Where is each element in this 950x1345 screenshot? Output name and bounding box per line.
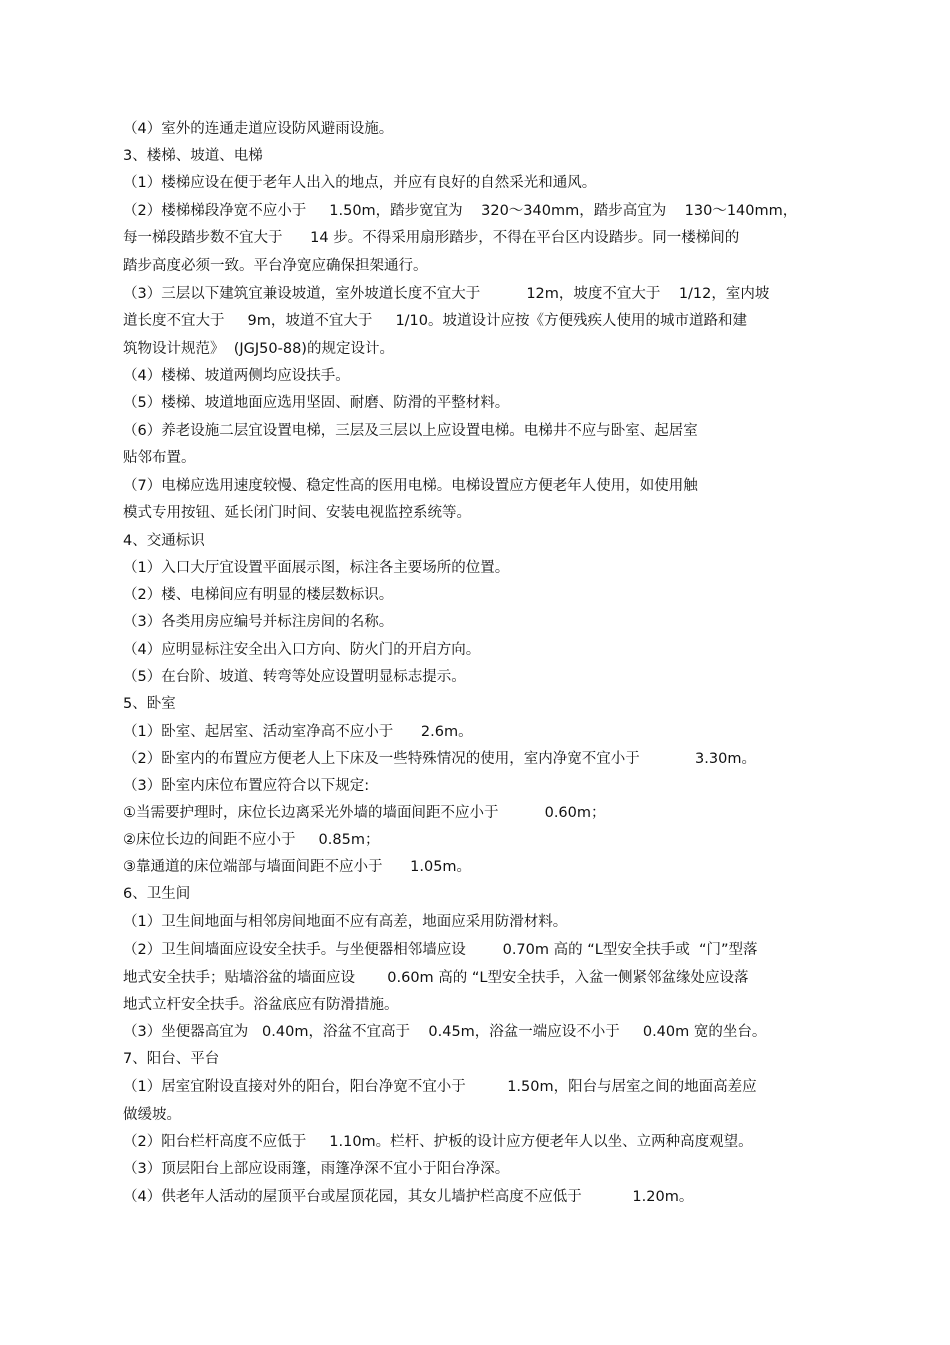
text-line: （2）楼、电梯间应有明显的楼层数标识。 [123,587,394,603]
text-line: 模式专用按钮、延长闭门时间、安装电视监控系统等。 [123,505,471,521]
section-heading: 6、卫生间 [123,886,191,902]
text-line: （2）阳台栏杆高度不应低于 1.10m。栏杆、护板的设计应方便老年人以坐、立两种高度观望。 [123,1134,753,1150]
text-line: 地式安全扶手；贴墙浴盆的墙面应设 0.60m 高的 “L型安全扶手，入盆一侧紧邻盆缘处应设落 [123,970,749,986]
text-line: （3）各类用房应编号并标注房间的名称。 [123,614,394,630]
text-line: （4）室外的连通走道应设防风避雨设施。 [123,121,394,137]
text-line: （3）三层以下建筑宜兼设坡道，室外坡道长度不宜大于 12m，坡度不宜大于 1/12，室内坡 [123,286,770,302]
section-heading: 7、阳台、平台 [123,1051,220,1067]
text-line: （2）卫生间墙面应设安全扶手。与坐便器相邻墙应设 0.70m 高的 “L型安全扶手或 “门”型落 [123,942,758,958]
text-line: ②床位长边的间距不应小于 0.85m； [123,832,380,848]
text-line: （3）坐便器高宜为 0.40m，浴盆不宜高于 0.45m，浴盆一端应设不小于 0.40m 宽的坐台。 [123,1024,767,1040]
text-line: （7）电梯应选用速度较慢、稳定性高的医用电梯。电梯设置应方便老年人使用，如使用触 [123,478,698,494]
text-line: （3）卧室内床位布置应符合以下规定: [123,778,370,794]
text-line: （4）供老年人活动的屋顶平台或屋顶花园，其女儿墙护栏高度不应低于 1.20m。 [123,1189,694,1205]
text-line: （4）应明显标注安全出入口方向、防火门的开启方向。 [123,642,481,658]
text-line: ③靠通道的床位端部与墙面间距不应小于 1.05m。 [123,859,472,875]
text-line: 每一梯段踏步数不宜大于 14 步。不得采用扇形踏步，不得在平台区内设踏步。同一楼梯间的 [123,230,740,246]
section-heading: 5、卧室 [123,696,176,712]
text-line: 做缓坡。 [123,1107,181,1123]
text-line: 筑物设计规范》 (JGJ50-88)的规定设计。 [123,341,394,357]
text-line: （1）卫生间地面与相邻房间地面不应有高差，地面应采用防滑材料。 [123,914,568,930]
text-line: （4）楼梯、坡道两侧均应设扶手。 [123,368,350,384]
text-line: 踏步高度必须一致。平台净宽应确保担架通行。 [123,258,428,274]
text-line: （2）卧室内的布置应方便老人上下床及一些特殊情况的使用，室内净宽不宜小于 3.30m。 [123,751,756,767]
text-line: （1）居室宜附设直接对外的阳台，阳台净宽不宜小于 1.50m，阳台与居室之间的地面高差应 [123,1079,757,1095]
text-line: （5）楼梯、坡道地面应选用坚固、耐磨、防滑的平整材料。 [123,395,510,411]
text-line: 地式立杆安全扶手。浴盆底应有防滑措施。 [123,997,399,1013]
text-line: （3）顶层阳台上部应设雨篷，雨篷净深不宜小于阳台净深。 [123,1161,510,1177]
text-line: （1）入口大厅宜设置平面展示图，标注各主要场所的位置。 [123,560,510,576]
text-line: ①当需要护理时，床位长边离采光外墙的墙面间距不应小于 0.60m； [123,805,606,821]
text-line: （1）楼梯应设在便于老年人出入的地点，并应有良好的自然采光和通风。 [123,175,597,191]
text-line: 贴邻布置。 [123,450,196,466]
text-line: （5）在台阶、坡道、转弯等处应设置明显标志提示。 [123,669,466,685]
text-line: 道长度不宜大于 9m，坡道不宜大于 1/10。坡道设计应按《方便残疾人使用的城市道路和建 [123,313,747,329]
section-heading: 3、楼梯、坡道、电梯 [123,148,263,164]
text-line: （1）卧室、起居室、活动室净高不应小于 2.6m。 [123,724,473,740]
section-heading: 4、交通标识 [123,533,205,549]
text-line: （6）养老设施二层宜设置电梯，三层及三层以上应设置电梯。电梯井不应与卧室、起居室 [123,423,698,439]
text-line: （2）楼梯梯段净宽不应小于 1.50m，踏步宽宜为 320～340mm，踏步高宜为 130～140mm， [123,203,798,219]
